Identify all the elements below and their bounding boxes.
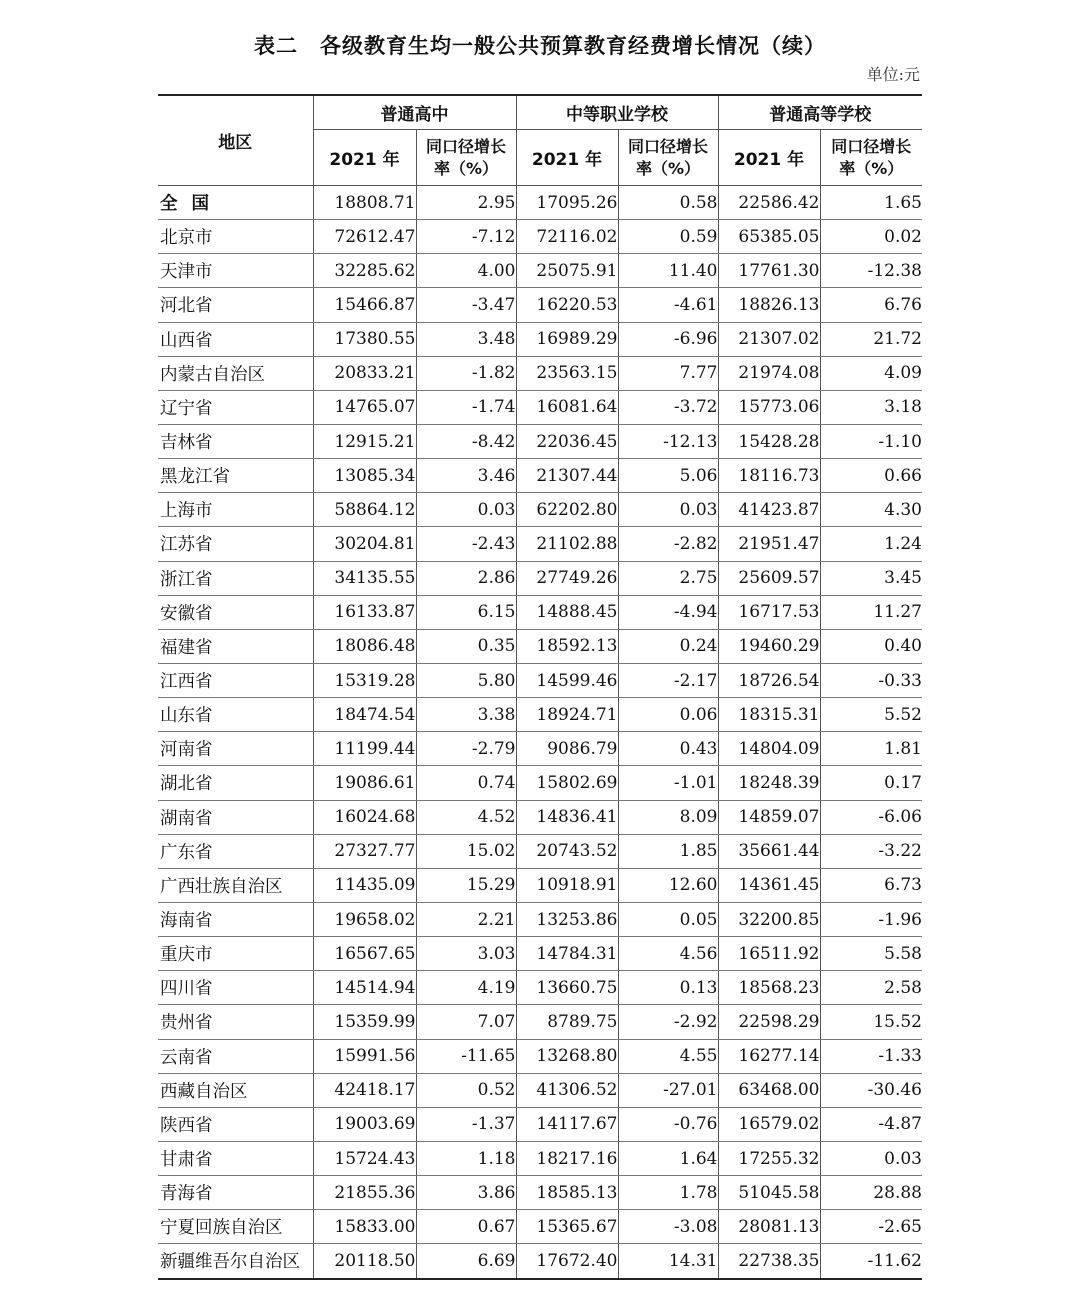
vocational-rate: -4.94 bbox=[618, 595, 718, 629]
higher-ed-amount: 16579.02 bbox=[718, 1107, 820, 1141]
vocational-rate: 4.55 bbox=[618, 1039, 718, 1073]
vocational-rate: 14.31 bbox=[618, 1244, 718, 1279]
higher-ed-amount: 18568.23 bbox=[718, 971, 820, 1005]
senior-high-rate: 1.18 bbox=[416, 1141, 516, 1175]
senior-high-amount: 19003.69 bbox=[313, 1107, 416, 1141]
header-year: 2021 年 bbox=[516, 130, 618, 186]
table-row bbox=[158, 834, 922, 868]
vocational-amount: 15365.67 bbox=[516, 1210, 618, 1244]
table-row bbox=[158, 1005, 922, 1039]
higher-ed-rate: 3.45 bbox=[820, 561, 922, 595]
senior-high-rate: -8.42 bbox=[416, 424, 516, 458]
region-name: 宁夏回族自治区 bbox=[158, 1210, 313, 1244]
higher-ed-amount: 41423.87 bbox=[718, 493, 820, 527]
vocational-rate: 5.06 bbox=[618, 459, 718, 493]
senior-high-rate: -1.37 bbox=[416, 1107, 516, 1141]
senior-high-rate: 0.74 bbox=[416, 766, 516, 800]
vocational-rate: 4.56 bbox=[618, 937, 718, 971]
vocational-amount: 15802.69 bbox=[516, 766, 618, 800]
region-name: 内蒙古自治区 bbox=[158, 356, 313, 390]
table-row bbox=[158, 493, 922, 527]
senior-high-amount: 19658.02 bbox=[313, 902, 416, 936]
vocational-amount: 17672.40 bbox=[516, 1244, 618, 1279]
senior-high-amount: 32285.62 bbox=[313, 254, 416, 288]
vocational-amount: 13253.86 bbox=[516, 902, 618, 936]
table-row bbox=[158, 902, 922, 936]
vocational-amount: 9086.79 bbox=[516, 732, 618, 766]
table-row bbox=[158, 971, 922, 1005]
higher-ed-amount: 18726.54 bbox=[718, 663, 820, 697]
vocational-rate: -3.08 bbox=[618, 1210, 718, 1244]
senior-high-amount: 14765.07 bbox=[313, 390, 416, 424]
senior-high-rate: 4.19 bbox=[416, 971, 516, 1005]
senior-high-amount: 15359.99 bbox=[313, 1005, 416, 1039]
vocational-rate: -0.76 bbox=[618, 1107, 718, 1141]
higher-ed-rate: 0.17 bbox=[820, 766, 922, 800]
senior-high-amount: 30204.81 bbox=[313, 527, 416, 561]
table-row bbox=[158, 800, 922, 834]
senior-high-rate: 3.86 bbox=[416, 1176, 516, 1210]
vocational-amount: 14888.45 bbox=[516, 595, 618, 629]
header-rate: 同口径增长 率（%） bbox=[618, 130, 718, 186]
vocational-amount: 16081.64 bbox=[516, 390, 618, 424]
region-name: 安徽省 bbox=[158, 595, 313, 629]
higher-ed-amount: 14859.07 bbox=[718, 800, 820, 834]
higher-ed-rate: 3.18 bbox=[820, 390, 922, 424]
header-region: 地区 bbox=[158, 95, 313, 186]
senior-high-amount: 15466.87 bbox=[313, 288, 416, 322]
higher-ed-rate: -12.38 bbox=[820, 254, 922, 288]
header-rate: 同口径增长 率（%） bbox=[820, 130, 922, 186]
senior-high-rate: -1.82 bbox=[416, 356, 516, 390]
senior-high-rate: -2.79 bbox=[416, 732, 516, 766]
region-name: 湖北省 bbox=[158, 766, 313, 800]
senior-high-rate: 0.52 bbox=[416, 1073, 516, 1107]
senior-high-amount: 15833.00 bbox=[313, 1210, 416, 1244]
senior-high-amount: 16024.68 bbox=[313, 800, 416, 834]
vocational-rate: -27.01 bbox=[618, 1073, 718, 1107]
higher-ed-amount: 16277.14 bbox=[718, 1039, 820, 1073]
region-name: 山西省 bbox=[158, 322, 313, 356]
vocational-amount: 14836.41 bbox=[516, 800, 618, 834]
table-row bbox=[158, 288, 922, 322]
vocational-amount: 18217.16 bbox=[516, 1141, 618, 1175]
table-row bbox=[158, 1244, 922, 1279]
senior-high-amount: 15319.28 bbox=[313, 663, 416, 697]
higher-ed-rate: 28.88 bbox=[820, 1176, 922, 1210]
higher-ed-rate: 0.66 bbox=[820, 459, 922, 493]
table-row bbox=[158, 322, 922, 356]
vocational-rate: 0.05 bbox=[618, 902, 718, 936]
senior-high-amount: 18808.71 bbox=[313, 186, 416, 220]
header-year: 2021 年 bbox=[718, 130, 820, 186]
higher-ed-rate: 5.58 bbox=[820, 937, 922, 971]
table-row bbox=[158, 937, 922, 971]
senior-high-rate: 0.35 bbox=[416, 629, 516, 663]
region-name: 贵州省 bbox=[158, 1005, 313, 1039]
higher-ed-amount: 22586.42 bbox=[718, 186, 820, 220]
senior-high-rate: 6.15 bbox=[416, 595, 516, 629]
higher-ed-amount: 16717.53 bbox=[718, 595, 820, 629]
vocational-amount: 16989.29 bbox=[516, 322, 618, 356]
higher-ed-amount: 18248.39 bbox=[718, 766, 820, 800]
senior-high-amount: 12915.21 bbox=[313, 424, 416, 458]
vocational-rate: 12.60 bbox=[618, 868, 718, 902]
vocational-rate: 0.43 bbox=[618, 732, 718, 766]
higher-ed-rate: -1.33 bbox=[820, 1039, 922, 1073]
senior-high-rate: 6.69 bbox=[416, 1244, 516, 1279]
higher-ed-rate: -11.62 bbox=[820, 1244, 922, 1279]
vocational-amount: 14117.67 bbox=[516, 1107, 618, 1141]
higher-ed-amount: 18116.73 bbox=[718, 459, 820, 493]
vocational-rate: 0.58 bbox=[618, 186, 718, 220]
table-row bbox=[158, 424, 922, 458]
vocational-amount: 10918.91 bbox=[516, 868, 618, 902]
region-name: 青海省 bbox=[158, 1176, 313, 1210]
higher-ed-amount: 51045.58 bbox=[718, 1176, 820, 1210]
higher-ed-amount: 16511.92 bbox=[718, 937, 820, 971]
vocational-amount: 14599.46 bbox=[516, 663, 618, 697]
region-name: 重庆市 bbox=[158, 937, 313, 971]
senior-high-amount: 11199.44 bbox=[313, 732, 416, 766]
higher-ed-rate: -0.33 bbox=[820, 663, 922, 697]
region-name: 浙江省 bbox=[158, 561, 313, 595]
higher-ed-amount: 18826.13 bbox=[718, 288, 820, 322]
higher-ed-amount: 14361.45 bbox=[718, 868, 820, 902]
vocational-amount: 14784.31 bbox=[516, 937, 618, 971]
region-name: 广西壮族自治区 bbox=[158, 868, 313, 902]
table-row bbox=[158, 527, 922, 561]
higher-ed-amount: 65385.05 bbox=[718, 220, 820, 254]
vocational-amount: 18924.71 bbox=[516, 698, 618, 732]
region-name: 西藏自治区 bbox=[158, 1073, 313, 1107]
region-name: 河南省 bbox=[158, 732, 313, 766]
vocational-amount: 25075.91 bbox=[516, 254, 618, 288]
vocational-rate: 0.06 bbox=[618, 698, 718, 732]
higher-ed-rate: -30.46 bbox=[820, 1073, 922, 1107]
table-row bbox=[158, 868, 922, 902]
senior-high-rate: -7.12 bbox=[416, 220, 516, 254]
higher-ed-amount: 18315.31 bbox=[718, 698, 820, 732]
region-name: 山东省 bbox=[158, 698, 313, 732]
vocational-rate: -2.92 bbox=[618, 1005, 718, 1039]
higher-ed-rate: 6.73 bbox=[820, 868, 922, 902]
region-name: 北京市 bbox=[158, 220, 313, 254]
higher-ed-rate: 11.27 bbox=[820, 595, 922, 629]
higher-ed-rate: -6.06 bbox=[820, 800, 922, 834]
table-row bbox=[158, 732, 922, 766]
region-name: 甘肃省 bbox=[158, 1141, 313, 1175]
higher-ed-rate: 1.24 bbox=[820, 527, 922, 561]
senior-high-amount: 20118.50 bbox=[313, 1244, 416, 1279]
region-name: 河北省 bbox=[158, 288, 313, 322]
vocational-amount: 18585.13 bbox=[516, 1176, 618, 1210]
senior-high-rate: 0.03 bbox=[416, 493, 516, 527]
region-name: 江西省 bbox=[158, 663, 313, 697]
senior-high-amount: 15991.56 bbox=[313, 1039, 416, 1073]
table-row bbox=[158, 766, 922, 800]
senior-high-amount: 11435.09 bbox=[313, 868, 416, 902]
vocational-amount: 18592.13 bbox=[516, 629, 618, 663]
higher-ed-rate: -3.22 bbox=[820, 834, 922, 868]
data-table bbox=[158, 94, 922, 1280]
higher-ed-rate: 6.76 bbox=[820, 288, 922, 322]
senior-high-rate: -1.74 bbox=[416, 390, 516, 424]
senior-high-amount: 13085.34 bbox=[313, 459, 416, 493]
senior-high-amount: 27327.77 bbox=[313, 834, 416, 868]
region-name: 上海市 bbox=[158, 493, 313, 527]
senior-high-amount: 18474.54 bbox=[313, 698, 416, 732]
vocational-rate: 0.13 bbox=[618, 971, 718, 1005]
higher-ed-rate: 5.52 bbox=[820, 698, 922, 732]
table-row bbox=[158, 698, 922, 732]
higher-ed-amount: 32200.85 bbox=[718, 902, 820, 936]
higher-ed-amount: 28081.13 bbox=[718, 1210, 820, 1244]
vocational-amount: 21102.88 bbox=[516, 527, 618, 561]
table-row bbox=[158, 1176, 922, 1210]
vocational-rate: 1.64 bbox=[618, 1141, 718, 1175]
vocational-rate: -6.96 bbox=[618, 322, 718, 356]
region-name: 吉林省 bbox=[158, 424, 313, 458]
higher-ed-rate: -4.87 bbox=[820, 1107, 922, 1141]
vocational-amount: 8789.75 bbox=[516, 1005, 618, 1039]
higher-ed-rate: -1.96 bbox=[820, 902, 922, 936]
senior-high-rate: 15.02 bbox=[416, 834, 516, 868]
higher-ed-amount: 25609.57 bbox=[718, 561, 820, 595]
table-row bbox=[158, 663, 922, 697]
senior-high-amount: 14514.94 bbox=[313, 971, 416, 1005]
higher-ed-amount: 21307.02 bbox=[718, 322, 820, 356]
vocational-rate: -1.01 bbox=[618, 766, 718, 800]
vocational-rate: -4.61 bbox=[618, 288, 718, 322]
senior-high-amount: 17380.55 bbox=[313, 322, 416, 356]
higher-ed-amount: 22598.29 bbox=[718, 1005, 820, 1039]
senior-high-amount: 20833.21 bbox=[313, 356, 416, 390]
region-name: 江苏省 bbox=[158, 527, 313, 561]
higher-ed-rate: 15.52 bbox=[820, 1005, 922, 1039]
senior-high-rate: 7.07 bbox=[416, 1005, 516, 1039]
senior-high-rate: 4.52 bbox=[416, 800, 516, 834]
higher-ed-amount: 21951.47 bbox=[718, 527, 820, 561]
table-row bbox=[158, 629, 922, 663]
region-name: 新疆维吾尔自治区 bbox=[158, 1244, 313, 1279]
region-name: 陕西省 bbox=[158, 1107, 313, 1141]
table-row bbox=[158, 1210, 922, 1244]
table-row bbox=[158, 254, 922, 288]
table-row bbox=[158, 1107, 922, 1141]
vocational-amount: 16220.53 bbox=[516, 288, 618, 322]
senior-high-rate: 3.48 bbox=[416, 322, 516, 356]
higher-ed-rate: 0.03 bbox=[820, 1141, 922, 1175]
senior-high-rate: 5.80 bbox=[416, 663, 516, 697]
senior-high-rate: 4.00 bbox=[416, 254, 516, 288]
higher-ed-amount: 15773.06 bbox=[718, 390, 820, 424]
region-name: 云南省 bbox=[158, 1039, 313, 1073]
table-row bbox=[158, 595, 922, 629]
vocational-rate: -12.13 bbox=[618, 424, 718, 458]
table-row bbox=[158, 561, 922, 595]
table-row bbox=[158, 390, 922, 424]
senior-high-amount: 16567.65 bbox=[313, 937, 416, 971]
table-row bbox=[158, 186, 922, 220]
higher-ed-rate: 0.40 bbox=[820, 629, 922, 663]
higher-ed-amount: 15428.28 bbox=[718, 424, 820, 458]
higher-ed-rate: 1.65 bbox=[820, 186, 922, 220]
higher-ed-amount: 17255.32 bbox=[718, 1141, 820, 1175]
vocational-rate: 1.85 bbox=[618, 834, 718, 868]
table-title-text: 各级教育生均一般公共预算教育经费增长情况（续） bbox=[320, 34, 826, 58]
table-body bbox=[158, 186, 922, 1279]
higher-ed-rate: -2.65 bbox=[820, 1210, 922, 1244]
region-name: 全国 bbox=[158, 186, 313, 220]
vocational-rate: -3.72 bbox=[618, 390, 718, 424]
senior-high-amount: 58864.12 bbox=[313, 493, 416, 527]
region-name: 广东省 bbox=[158, 834, 313, 868]
senior-high-amount: 15724.43 bbox=[313, 1141, 416, 1175]
unit-label: 单位:元 bbox=[866, 65, 920, 84]
vocational-rate: 0.03 bbox=[618, 493, 718, 527]
vocational-rate: 2.75 bbox=[618, 561, 718, 595]
region-name: 黑龙江省 bbox=[158, 459, 313, 493]
vocational-amount: 20743.52 bbox=[516, 834, 618, 868]
senior-high-amount: 16133.87 bbox=[313, 595, 416, 629]
vocational-amount: 62202.80 bbox=[516, 493, 618, 527]
senior-high-rate: 15.29 bbox=[416, 868, 516, 902]
header-rate: 同口径增长 率（%） bbox=[416, 130, 516, 186]
region-name: 四川省 bbox=[158, 971, 313, 1005]
vocational-amount: 23563.15 bbox=[516, 356, 618, 390]
table-row bbox=[158, 1073, 922, 1107]
table-row bbox=[158, 459, 922, 493]
senior-high-amount: 19086.61 bbox=[313, 766, 416, 800]
vocational-rate: 8.09 bbox=[618, 800, 718, 834]
header-group-vocational: 中等职业学校 bbox=[516, 95, 718, 130]
senior-high-amount: 42418.17 bbox=[313, 1073, 416, 1107]
senior-high-rate: -2.43 bbox=[416, 527, 516, 561]
table-row bbox=[158, 1039, 922, 1073]
table-row bbox=[158, 220, 922, 254]
table-header bbox=[158, 95, 922, 186]
higher-ed-rate: 1.81 bbox=[820, 732, 922, 766]
vocational-amount: 72116.02 bbox=[516, 220, 618, 254]
vocational-rate: 1.78 bbox=[618, 1176, 718, 1210]
header-group-senior-high: 普通高中 bbox=[313, 95, 516, 130]
region-name: 湖南省 bbox=[158, 800, 313, 834]
vocational-rate: 11.40 bbox=[618, 254, 718, 288]
senior-high-rate: 2.86 bbox=[416, 561, 516, 595]
higher-ed-amount: 63468.00 bbox=[718, 1073, 820, 1107]
higher-ed-rate: 2.58 bbox=[820, 971, 922, 1005]
vocational-amount: 17095.26 bbox=[516, 186, 618, 220]
senior-high-amount: 72612.47 bbox=[313, 220, 416, 254]
table-row bbox=[158, 356, 922, 390]
higher-ed-rate: 21.72 bbox=[820, 322, 922, 356]
senior-high-amount: 34135.55 bbox=[313, 561, 416, 595]
higher-ed-amount: 19460.29 bbox=[718, 629, 820, 663]
senior-high-rate: 2.21 bbox=[416, 902, 516, 936]
vocational-rate: 0.24 bbox=[618, 629, 718, 663]
senior-high-rate: 2.95 bbox=[416, 186, 516, 220]
higher-ed-amount: 22738.35 bbox=[718, 1244, 820, 1279]
senior-high-amount: 21855.36 bbox=[313, 1176, 416, 1210]
senior-high-rate: 3.03 bbox=[416, 937, 516, 971]
vocational-amount: 22036.45 bbox=[516, 424, 618, 458]
region-name: 辽宁省 bbox=[158, 390, 313, 424]
higher-ed-amount: 14804.09 bbox=[718, 732, 820, 766]
higher-ed-rate: -1.10 bbox=[820, 424, 922, 458]
vocational-rate: -2.17 bbox=[618, 663, 718, 697]
higher-ed-amount: 17761.30 bbox=[718, 254, 820, 288]
vocational-rate: 7.77 bbox=[618, 356, 718, 390]
table-number: 表二 bbox=[254, 34, 298, 58]
senior-high-amount: 18086.48 bbox=[313, 629, 416, 663]
region-name: 海南省 bbox=[158, 902, 313, 936]
vocational-amount: 13660.75 bbox=[516, 971, 618, 1005]
higher-ed-amount: 35661.44 bbox=[718, 834, 820, 868]
vocational-amount: 27749.26 bbox=[516, 561, 618, 595]
header-group-higher-ed: 普通高等学校 bbox=[718, 95, 922, 130]
vocational-amount: 41306.52 bbox=[516, 1073, 618, 1107]
higher-ed-rate: 0.02 bbox=[820, 220, 922, 254]
higher-ed-amount: 21974.08 bbox=[718, 356, 820, 390]
vocational-rate: 0.59 bbox=[618, 220, 718, 254]
table-title bbox=[0, 30, 1080, 60]
header-year: 2021 年 bbox=[313, 130, 416, 186]
region-name: 福建省 bbox=[158, 629, 313, 663]
senior-high-rate: 3.38 bbox=[416, 698, 516, 732]
region-name: 天津市 bbox=[158, 254, 313, 288]
vocational-rate: -2.82 bbox=[618, 527, 718, 561]
senior-high-rate: -3.47 bbox=[416, 288, 516, 322]
vocational-amount: 13268.80 bbox=[516, 1039, 618, 1073]
senior-high-rate: 3.46 bbox=[416, 459, 516, 493]
higher-ed-rate: 4.09 bbox=[820, 356, 922, 390]
senior-high-rate: -11.65 bbox=[416, 1039, 516, 1073]
higher-ed-rate: 4.30 bbox=[820, 493, 922, 527]
vocational-amount: 21307.44 bbox=[516, 459, 618, 493]
table-row bbox=[158, 1141, 922, 1175]
senior-high-rate: 0.67 bbox=[416, 1210, 516, 1244]
